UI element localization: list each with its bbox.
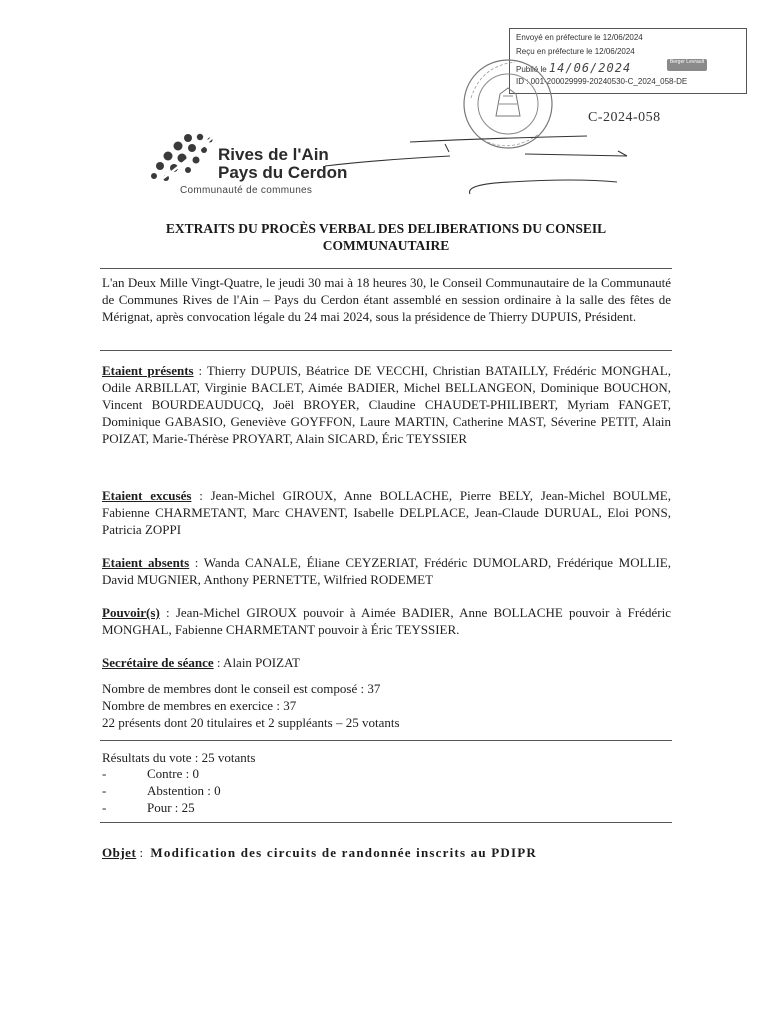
divider — [100, 268, 672, 269]
signature-strokes — [325, 126, 655, 206]
stamp-published-label: Publié le — [516, 65, 547, 74]
stamp-published-date: 14/06/2024 — [548, 61, 632, 75]
divider — [100, 350, 672, 351]
divider — [100, 822, 672, 823]
stamp-sent: Envoyé en préfecture le 12/06/2024 — [516, 33, 643, 42]
page-title-line1: EXTRAITS DU PROCÈS VERBAL DES DELIBERATIONS DU CONSEIL — [165, 221, 607, 236]
secretaire-label: Secrétaire de séance — [102, 655, 214, 670]
stamp-received: Reçu en préfecture le 12/06/2024 — [516, 47, 635, 56]
vote-pour: Pour : 25 — [147, 800, 195, 815]
logo-title-line2: Pays du Cerdon — [218, 163, 348, 182]
pouvoirs-label: Pouvoir(s) — [102, 605, 160, 620]
presents-summary: 22 présents dont 20 titulaires et 2 suppléants – 25 votants — [102, 715, 400, 730]
presents-label: Etaient présents — [102, 363, 194, 378]
excuses-paragraph — [102, 487, 671, 538]
secretaire-paragraph — [102, 654, 671, 671]
excuses-label: Etaient excusés — [102, 488, 192, 503]
absents-list: : Wanda CANALE, Éliane CEYZERIAT, Frédéric DUMOLARD, Frédérique MOLLIE, David MUGNIER, Anthony PERNETTE, Wilfried RODEMET — [102, 555, 671, 587]
vote-dash: - — [102, 800, 107, 815]
presents-list: : Thierry DUPUIS, Béatrice DE VECCHI, Christian BATAILLY, Frédéric MONGHAL, Odile ARBILLAT, Virginie BACLET, Aimée BADIER, Michel BELLANGEON, Dominique BOUCHON, Vincent BOURDEAUDUCQ, Joël BROYER, Claudine CHAUDET-PHILIBERT, Myriam FANGET, Dominique GABASIO, Geneviève GOYFFON, Laure MARTIN, Catherine MAST, Séverine PETIT, Alain POIZAT, Marie-Thérèse PROYART, Alain SICARD, Éric TEYSSIER — [102, 363, 671, 446]
divider — [100, 740, 672, 741]
membres-exercice: Nombre de membres en exercice : 37 — [102, 698, 297, 713]
vote-dash: - — [102, 766, 107, 781]
secretaire-name: : Alain POIZAT — [213, 655, 300, 670]
logo-subtitle: Communauté de communes — [180, 185, 313, 196]
vote-contre: Contre : 0 — [147, 766, 199, 781]
stamp-badge: Berger Levrault — [667, 59, 707, 71]
intro-paragraph: L'an Deux Mille Vingt-Quatre, le jeudi 30 mai à 18 heures 30, le Conseil Communautaire de la Communauté de Communes Rives de l'Ain – Pays du Cerdon étant assemblé en session ordinaire à la salle des fêtes de Mérignat, après convocation légale du 24 mai 2024, sous la présidence de Thierry DUPUIS, Président. — [102, 275, 671, 324]
page-title — [100, 220, 672, 254]
stamp-id: ID : 001-200029999-20240530-C_2024_058-DE — [516, 77, 688, 86]
absents-label: Etaient absents — [102, 555, 190, 570]
vote-abstention: Abstention : 0 — [147, 783, 221, 798]
pouvoirs-list: : Jean-Michel GIROUX pouvoir à Aimée BADIER, Anne BOLLACHE pouvoir à Frédéric MONGHAL, Fabienne CHARMETANT pouvoir à Éric TEYSSIER. — [102, 605, 671, 637]
presents-paragraph — [102, 362, 671, 447]
vote-results-title: Résultats du vote : 25 votants — [102, 750, 256, 765]
objet-label: Objet — [102, 845, 137, 860]
objet-separator: : — [136, 845, 147, 860]
deliberation-reference: C-2024-058 — [588, 110, 661, 125]
excuses-list: : Jean-Michel GIROUX, Anne BOLLACHE, Pierre BELY, Jean-Michel BOULME, Fabienne CHARMETANT, Marc CHAVENT, Isabelle DELPLACE, Jean-Claude DURUAL, Eloi PONS, Patricia ZOPPI — [102, 488, 671, 537]
pouvoirs-paragraph — [102, 604, 671, 638]
objet-line — [102, 845, 537, 861]
membres-composes: Nombre de membres dont le conseil est composé : 37 — [102, 681, 381, 696]
absents-paragraph — [102, 554, 671, 588]
objet-text: Modification des circuits de randonnée inscrits au PDIPR — [150, 845, 537, 860]
page-title-line2: COMMUNAUTAIRE — [322, 238, 450, 253]
vote-dash: - — [102, 783, 107, 798]
community-logo-icon — [148, 130, 218, 190]
logo-title-line1: Rives de l'Ain — [218, 145, 329, 164]
